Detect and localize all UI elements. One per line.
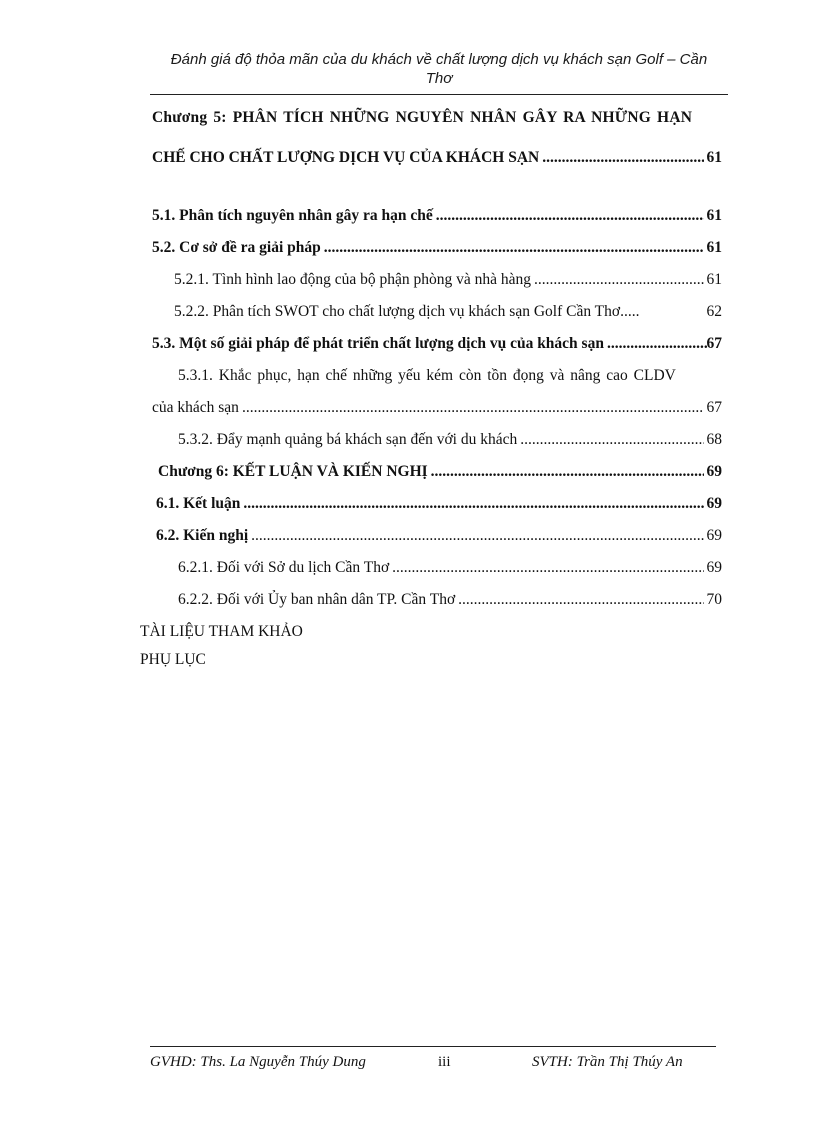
header-title-line2: Thơ xyxy=(425,70,453,87)
toc-label: Chương 6: KẾT LUẬN VÀ KIẾN NGHỊ xyxy=(158,463,428,480)
toc-entry[interactable] xyxy=(178,430,722,450)
toc-entry[interactable] xyxy=(156,526,722,546)
toc-label: của khách sạn xyxy=(152,399,239,416)
toc-entry[interactable] xyxy=(158,462,722,482)
chapter5-line2: CHẾ CHO CHẤT LƯỢNG DỊCH VỤ CỦA KHÁCH SẠN xyxy=(152,149,540,166)
toc-entry[interactable] xyxy=(174,302,722,322)
toc-appendix[interactable]: PHỤ LỤC xyxy=(140,651,206,668)
toc-label: 5.3. Một số giải pháp để phát triển chất lượng dịch vụ của khách sạn xyxy=(152,335,604,352)
toc-page: 67 xyxy=(706,335,722,352)
toc-label: 5.1. Phân tích nguyên nhân gây ra hạn chế xyxy=(152,207,433,224)
header-title-line1: Đánh giá độ thỏa mãn của du khách về chất lượng dịch vụ khách sạn Golf – Cần xyxy=(170,51,708,68)
toc-page: 69 xyxy=(706,495,722,512)
toc-label: 6.2.1. Đối với Sở du lịch Cần Thơ xyxy=(178,559,390,576)
toc-entry[interactable] xyxy=(152,334,722,354)
page-header xyxy=(150,50,728,88)
toc-chapter5-line2[interactable] xyxy=(152,148,722,168)
toc-page: 61 xyxy=(706,149,722,166)
leader-dots xyxy=(431,462,704,482)
toc-label: 5.2.2. Phân tích SWOT cho chất lượng dịch vụ khách sạn Golf Cần Thơ..... xyxy=(174,303,640,320)
chapter5-line1: Chương 5: PHÂN TÍCH NHỮNG NGUYÊN NHÂN GÂY RA NHỮNG HẠN xyxy=(152,109,693,126)
leader-dots xyxy=(242,398,704,418)
toc-page: 62 xyxy=(706,303,722,320)
toc-page: 69 xyxy=(706,463,722,480)
leader-dots xyxy=(607,334,707,354)
toc-label: 6.1. Kết luận xyxy=(156,495,241,512)
leader-dots xyxy=(534,270,703,290)
toc-page: 69 xyxy=(706,527,722,544)
footer-student: SVTH: Trần Thị Thúy An xyxy=(532,1054,683,1070)
leader-dots xyxy=(251,526,703,546)
toc-entry[interactable] xyxy=(152,398,722,418)
toc-label: 6.2. Kiến nghị xyxy=(156,527,249,544)
toc-label: 5.3.1. Khắc phục, hạn chế những yếu kém còn tồn đọng và nâng cao CLDV xyxy=(178,367,676,384)
toc-entry[interactable] xyxy=(178,366,722,386)
toc-page: 70 xyxy=(706,591,722,608)
footer-supervisor: GVHD: Ths. La Nguyễn Thúy Dung xyxy=(150,1054,366,1070)
toc-label: 5.2.1. Tình hình lao động của bộ phận phòng và nhà hàng xyxy=(174,271,532,288)
toc-label: 6.2.2. Đối với Ủy ban nhân dân TP. Cần Thơ xyxy=(178,591,456,608)
leader-dots xyxy=(392,558,703,578)
toc-page: 68 xyxy=(706,431,722,448)
toc-page: 67 xyxy=(706,399,722,416)
toc-entry[interactable] xyxy=(156,494,722,514)
leader-dots xyxy=(243,494,703,514)
toc-page: 61 xyxy=(706,239,722,256)
footer-page-number: iii xyxy=(438,1054,451,1070)
header-divider xyxy=(150,94,728,95)
leader-dots xyxy=(436,206,704,226)
leader-dots xyxy=(324,238,704,258)
leader-dots xyxy=(458,590,703,610)
toc-label: 5.2. Cơ sở đề ra giải pháp xyxy=(152,239,321,256)
toc-entry[interactable] xyxy=(152,206,722,226)
toc-entry[interactable] xyxy=(178,558,722,578)
toc-entry[interactable] xyxy=(174,270,722,290)
toc-label: 5.3.2. Đẩy mạnh quảng bá khách sạn đến với du khách xyxy=(178,431,518,448)
leader-dots xyxy=(542,148,703,168)
toc-entry[interactable] xyxy=(178,590,722,610)
toc-references[interactable]: TÀI LIỆU THAM KHẢO xyxy=(140,623,303,640)
toc-page: 69 xyxy=(706,559,722,576)
toc-page: 61 xyxy=(706,207,722,224)
footer-divider xyxy=(150,1046,716,1047)
leader-dots xyxy=(520,430,703,450)
toc-entry[interactable] xyxy=(152,238,722,258)
toc-page: 61 xyxy=(706,271,722,288)
